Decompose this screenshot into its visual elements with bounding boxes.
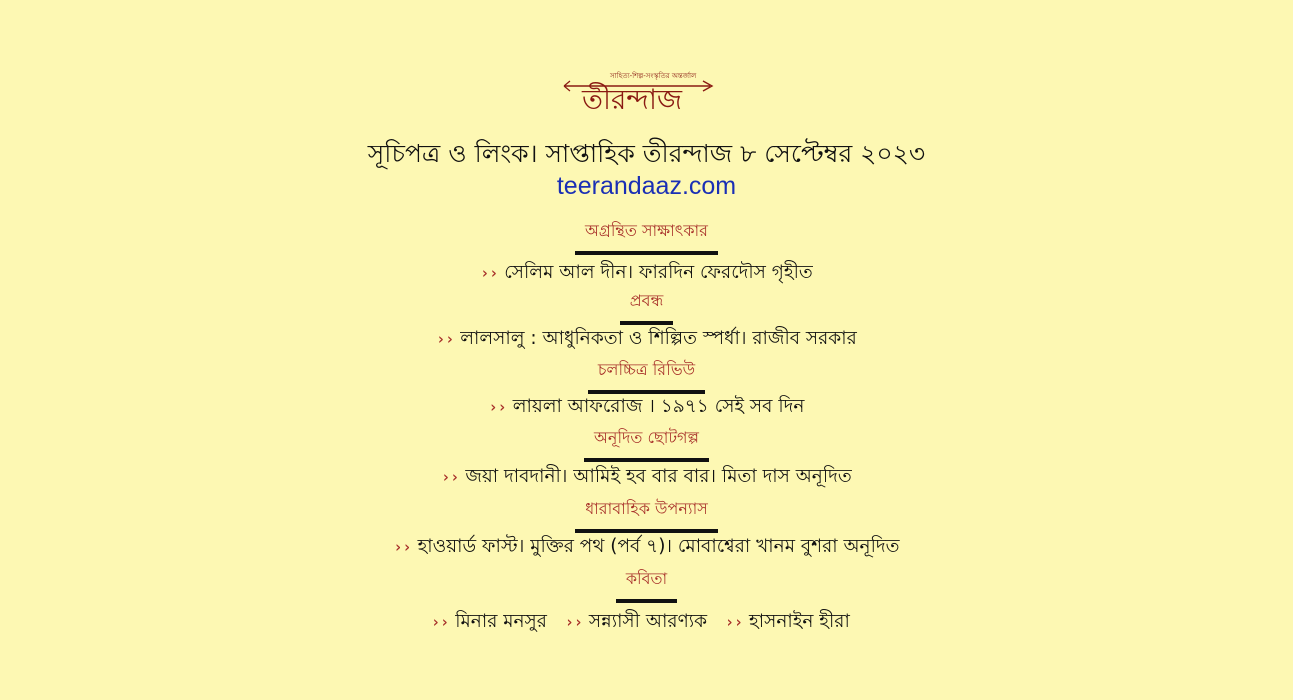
section-heading-interview <box>0 218 1293 255</box>
double-chevron-icon: ›› <box>436 330 455 348</box>
section-heading-essay <box>0 288 1293 325</box>
double-chevron-icon: ›› <box>564 613 583 631</box>
poet-name: মিনার মনসুর <box>455 611 547 632</box>
section-heading-translated-story <box>0 425 1293 462</box>
double-chevron-icon: ›› <box>393 538 412 556</box>
entry-link-interview[interactable] <box>0 258 1293 289</box>
section-heading-film-review <box>0 357 1293 394</box>
logo-tagline: সাহিত্য-শিল্প-সংস্কৃতির অন্তর্জাল <box>610 72 697 80</box>
section-heading-serial-novel <box>0 496 1293 533</box>
section-heading-label: চলচ্চিত্র রিভিউ <box>588 357 705 394</box>
double-chevron-icon: ›› <box>441 468 460 486</box>
entry-link-essay[interactable] <box>0 324 1293 355</box>
site-link[interactable]: teerandaaz.com <box>556 172 737 200</box>
teerandaaz-logo <box>560 70 720 118</box>
poet-name: সন্ন্যাসী আরণ্যক <box>588 611 708 632</box>
entry-text: সেলিম আল দীন। ফারদিন ফেরদৌস গৃহীত <box>504 262 813 283</box>
page-title: সূচিপত্র ও লিংক। সাপ্তাহিক তীরন্দাজ ৮ সেপ্টেম্বর ২০২৩ <box>367 139 926 168</box>
section-heading-label: কবিতা <box>616 566 677 603</box>
entry-link-serial-novel[interactable] <box>0 532 1293 563</box>
double-chevron-icon: ›› <box>480 264 499 282</box>
poet-link[interactable] <box>431 611 559 632</box>
poet-name: হাসনাইন হীরা <box>749 611 850 632</box>
entry-link-translated-story[interactable] <box>0 462 1293 493</box>
double-chevron-icon: ›› <box>488 398 507 416</box>
section-heading-label: অগ্রন্থিত সাক্ষাৎকার <box>575 218 718 255</box>
double-chevron-icon: ›› <box>724 613 744 631</box>
section-heading-label: প্রবন্ধ <box>620 288 674 325</box>
double-chevron-icon: ›› <box>431 613 450 631</box>
section-heading-label: অনূদিত ছোটগল্প <box>584 425 709 462</box>
entry-text: লালসালু : আধুনিকতা ও শিল্পিত স্পর্ধা। রাজীব সরকার <box>460 328 857 349</box>
logo-name: তীরন্দাজ <box>582 83 683 116</box>
entry-text: জয়া দাবদানী। আমিই হব বার বার। মিতা দাস অনূদিত <box>465 466 852 487</box>
section-heading-label: ধারাবাহিক উপন্যাস <box>575 496 718 533</box>
section-heading-poetry <box>0 566 1293 603</box>
entry-text: লায়লা আফরোজ । ১৯৭১ সেই সব দিন <box>512 396 805 417</box>
poet-link[interactable] <box>725 611 862 632</box>
entry-text: হাওয়ার্ড ফাস্ট। মুক্তির পথ (পর্ব ৭)। মোবাশ্বেরা খানম বুশরা অনূদিত <box>417 536 900 557</box>
poetry-entries <box>0 607 1293 638</box>
poet-link[interactable] <box>565 611 719 632</box>
entry-link-film-review[interactable] <box>0 392 1293 423</box>
